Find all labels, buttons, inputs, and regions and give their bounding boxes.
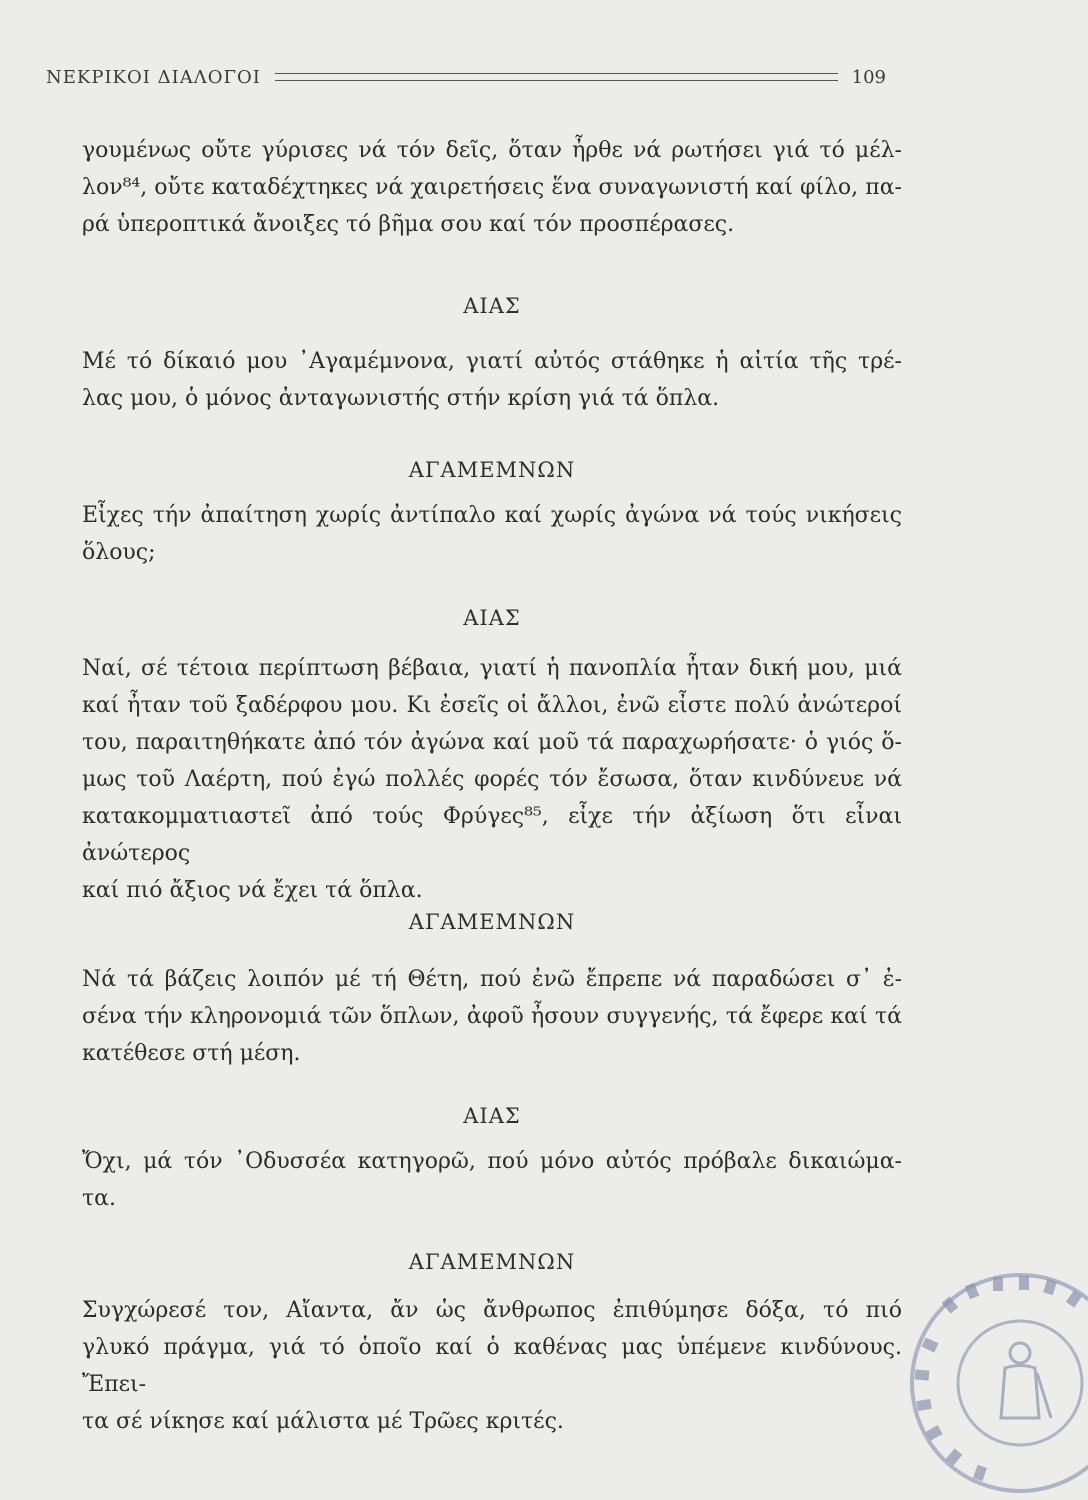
paragraph — [82, 961, 902, 1072]
text-line: κατέθεσε στή μέση. — [82, 1041, 301, 1066]
text-line: τα. — [82, 1186, 117, 1211]
text-line: καί ἦταν τοῦ ξαδέρφου μου. Κι ἐσεῖς οἱ ἄλλοι, ἐνῶ εἶστε πολύ ἀνώτεροί — [82, 693, 902, 718]
text-line: σένα τήν κληρονομιά τῶν ὅπλων, ἀφοῦ ἦσουν συγγενής, τά ἔφερε καί τά — [82, 1004, 902, 1029]
text-line: Ὄχι, μά τόν ᾿Οδυσσέα κατηγορῶ, πού μόνο αὐτός πρόβαλε δικαιώμα- — [82, 1149, 902, 1174]
running-title: ΝΕΚΡΙΚΟΙ ΔΙΑΛΟΓΟΙ — [46, 66, 261, 88]
speaker-heading: ΑΓΑΜΕΜΝΩΝ — [408, 1250, 576, 1274]
page-number: 109 — [851, 66, 886, 88]
running-header — [46, 60, 886, 94]
text-line: Ναί, σέ τέτοια περίπτωση βέβαια, γιατί ἡ πανοπλία ἦταν δική μου, μιά — [82, 656, 902, 681]
speaker-heading: ΑΙΑΣ — [463, 1104, 521, 1128]
speaker-heading: ΑΓΑΜΕΜΝΩΝ — [408, 458, 576, 482]
speaker-heading: ΑΙΑΣ — [463, 606, 521, 630]
text-line: μως τοῦ Λαέρτη, πού ἐγώ πολλές φορές τόν ἔσωσα, ὅταν κινδύνευε νά — [82, 767, 902, 792]
text-line: τα σέ νίκησε καί μάλιστα μέ Τρῶες κριτές. — [82, 1409, 564, 1434]
text-line: γουμένως οὔτε γύρισες νά τόν δεῖς, ὅταν ἦρθε νά ρωτήσει γιά τό μέλ- — [82, 138, 902, 163]
paragraph — [82, 1143, 902, 1217]
paragraph — [82, 497, 902, 571]
text-line: καί πιό ἄξιος νά ἔχει τά ὅπλα. — [82, 878, 423, 903]
speaker-heading: ΑΓΑΜΕΜΝΩΝ — [408, 910, 576, 934]
stamp-figure-icon — [1001, 1343, 1051, 1418]
text-line: ρά ὑπεροπτικά ἄνοιξες τό βῆμα σου καί τόν προσπέρασες. — [82, 212, 735, 237]
text-line: του, παραιτηθήκατε ἀπό τόν ἀγώνα καί μοῦ τά παραχωρήσατε· ὁ γιός ὅ- — [82, 730, 902, 755]
text-line: κατακομματιαστεῖ ἀπό τούς Φρύγες⁸⁵, εἶχε τήν ἀξίωση ὅτι εἶναι ἀνώτερος — [82, 804, 902, 866]
paragraph — [82, 650, 902, 909]
text-line: γλυκό πράγμα, γιά τό ὁποῖο καί ὁ καθένας μας ὑπέμενε κινδύνους. Ἔπει- — [82, 1335, 902, 1397]
text-line: Εἶχες τήν ἀπαίτηση χωρίς ἀντίπαλο καί χωρίς ἀγώνα νά τούς νικήσεις — [82, 503, 902, 528]
text-line: λον⁸⁴, οὔτε καταδέχτηκες νά χαιρετήσεις ἕνα συναγωνιστή καί φίλο, πα- — [82, 175, 902, 200]
text-line: Συγχώρεσέ τον, Αἴαντα, ἄν ὡς ἄνθρωπος ἐπιθύμησε δόξα, τό πιό — [82, 1298, 902, 1323]
header-rule — [275, 73, 838, 81]
text-line: Νά τά βάζεις λοιπόν μέ τή Θέτη, πού ἐνῶ ἔπρεπε νά παραδώσει σ᾿ ἐ- — [82, 967, 902, 992]
stamp-lettering-icon — [915, 1276, 1083, 1481]
speaker-heading: ΑΙΑΣ — [463, 294, 521, 318]
text-line: ὅλους; — [82, 540, 156, 565]
library-stamp — [905, 1268, 1088, 1498]
text-line: Μέ τό δίκαιό μου ᾿Αγαμέμνονα, γιατί αὐτός στάθηκε ἡ αἰτία τῆς τρέ- — [82, 349, 902, 374]
paragraph — [82, 132, 902, 243]
paragraph — [82, 343, 902, 417]
paragraph — [82, 1292, 902, 1440]
text-line: λας μου, ὁ μόνος ἀνταγωνιστής στήν κρίση γιά τά ὅπλα. — [82, 386, 720, 411]
